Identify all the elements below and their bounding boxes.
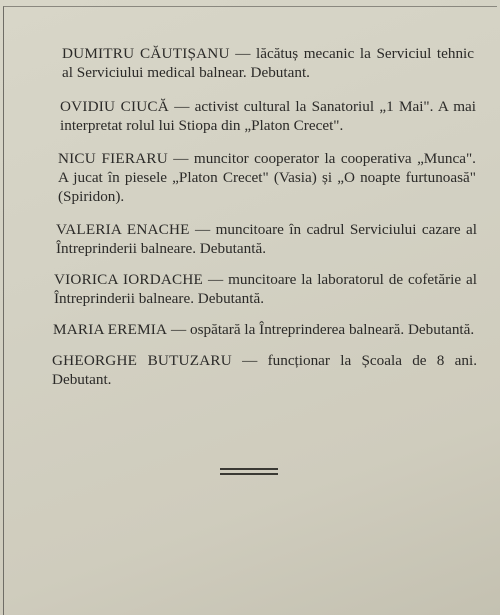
actor-description: — muncitoare în cadrul Serviciului cazare al Întreprinderii balneare. Debutantă.	[56, 221, 477, 257]
actor-description: — muncitoare la laboratorul de cofetărie al Întreprinderii balneare. Debutantă.	[54, 271, 477, 307]
cast-entry	[53, 320, 477, 339]
actor-name: DUMITRU CĂUTIȘANU	[62, 45, 230, 62]
cast-entry	[54, 270, 477, 308]
cast-list	[0, 44, 500, 389]
cast-entry	[62, 44, 474, 82]
divider-line	[220, 468, 278, 470]
divider-line	[220, 473, 278, 475]
actor-name: OVIDIU CIUCĂ	[60, 98, 169, 115]
actor-name: MARIA EREMIA	[53, 321, 168, 338]
actor-name: VIORICA IORDACHE	[54, 271, 204, 288]
actor-description: — ospătară la Întreprinderea balneară. Debutantă.	[167, 321, 475, 338]
double-rule-divider	[220, 468, 278, 476]
actor-description: — funcționar la Școala de 8 ani. Debutant.	[52, 352, 477, 388]
actor-name: VALERIA ENACHE	[56, 221, 190, 238]
actor-description: — lăcătuș mecanic la Serviciul tehnic al Serviciului medical balnear. Debutant.	[62, 45, 474, 81]
actor-name: GHEORGHE BUTUZARU	[52, 352, 232, 369]
actor-description: — muncitor cooperator la cooperativa „Munca". A jucat în piesele „Platon Crecet" (Vasia) și „O noapte furtunoasă" (Spiridon).	[58, 150, 476, 205]
cast-entry	[56, 220, 477, 258]
actor-name: NICU FIERARU	[58, 150, 168, 167]
cast-entry	[58, 149, 476, 206]
actor-description: — activist cultural la Sanatoriul „1 Mai". A mai interpretat rolul lui Stiopa din „Platon Crecet".	[60, 98, 477, 134]
cast-entry	[60, 97, 476, 135]
cast-entry	[52, 351, 477, 389]
